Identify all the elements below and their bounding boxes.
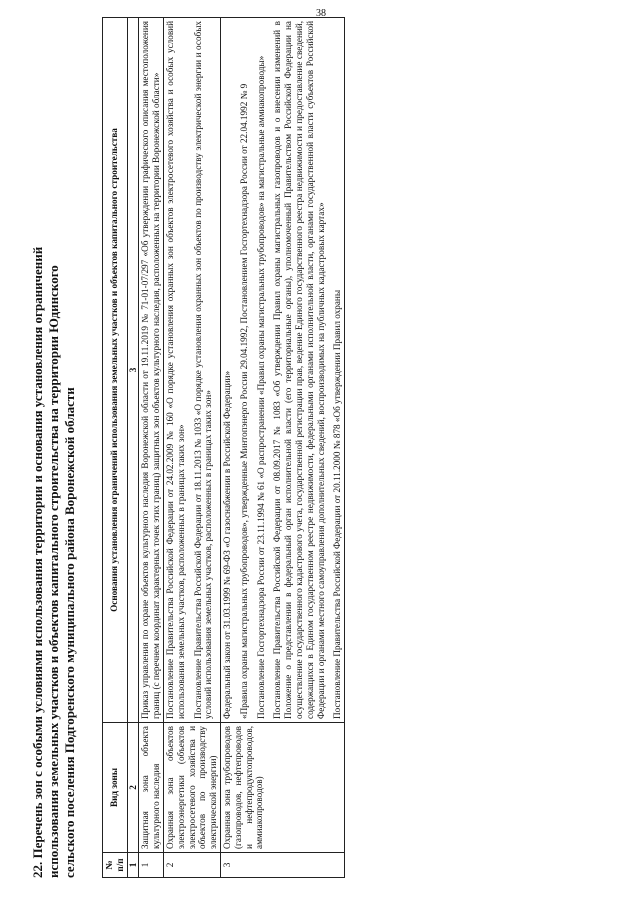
basis-text: Постановление Правительства Российской Федерации от 20.11.2000 № 878 «Об утверждении Правил охраны <box>332 289 343 719</box>
document-title <box>30 18 78 878</box>
header-number: № п/п <box>103 853 128 878</box>
table-header-row <box>103 18 128 878</box>
basis-text: Постановление Правительства Российской Федерации от 18.11.2013 № 1033 «О порядке установления охранных зон объектов по производству электрической энергии и особых условий использования земельных участков, расположенных в границах таких зон» <box>192 21 214 719</box>
row-number: 2 <box>163 853 220 878</box>
title-line: сельского поселения Подгоренского муниципального района Воронежской области <box>62 387 77 878</box>
title-line: использования земельных участков и объектов капитального строительства на территории Юдинского <box>46 265 61 878</box>
bases-cell <box>163 18 220 723</box>
column-number: 3 <box>127 18 139 723</box>
column-number: 2 <box>127 723 139 853</box>
basis-text: Приказ управления по охране объектов культурного наследия Воронежской области от 19.11.2019 № 71-01-07/297 «Об утверждении графического описания местоположения границ (с перечнем координат характерных точек этих границ) защитных зон объектов культурного наследия, расположенных на территории Воронежской области» <box>140 21 162 719</box>
table-row <box>163 18 220 878</box>
rotated-landscape-sheet <box>30 18 590 878</box>
column-number-row <box>127 18 139 878</box>
table-row <box>220 18 344 878</box>
header-bases: Основания установления ограничений использования земельных участков и объектов капитального строительства <box>103 18 128 723</box>
row-number: 3 <box>220 853 344 878</box>
basis-text: Постановление Госгортехнадзора России от 23.11.1994 № 61 «О распространении «Правил охраны магистральных трубопроводов» на магистральные аммиакопроводы» <box>255 55 266 719</box>
column-number: 1 <box>127 853 139 878</box>
basis-text: Постановление Правительства Российской Федерации от 24.02.2009 № 160 «О порядке установления охранных зон объектов электросетевого хозяйства и особых условий использования земельных участков, расположенных в границах таких зон» <box>164 21 186 719</box>
bases-cell <box>220 18 344 723</box>
title-line: 22. Перечень зон с особыми условиями использования территории и основания установления ограничений <box>30 246 45 878</box>
header-zone-type: Вид зоны <box>103 723 128 853</box>
basis-text: «Правила охраны магистральных трубопроводов», утвержденные Минтопэнерго России 29.04.1992, Постановлением Госгортехнадзора России от 22.04.1992 № 9 <box>238 83 249 719</box>
table-row <box>139 18 164 878</box>
zone-type: Охранная зона объектов электроэнергетики (объектов электросетевого хозяйства и объектов по производству электрической энергии) <box>163 723 220 853</box>
row-number: 1 <box>139 853 164 878</box>
bases-cell <box>139 18 164 723</box>
zone-type: Защитная зона объекта культурного наследия <box>139 723 164 853</box>
basis-text: Федеральный закон от 31.03.1999 № 69-ФЗ «О газоснабжении в Российской Федерации» <box>221 370 232 719</box>
zone-type: Охранная зона трубопроводов (газопроводов, нефтепроводов и нефтепродуктопроводов, аммиакопроводов) <box>220 723 344 853</box>
page-number: 38 <box>316 8 326 19</box>
basis-text: Постановление Правительства Российской Федерации от 08.09.2017 № 1083 «Об утверждении Правил охраны магистральных газопроводов и о внесении изменений в Положение о представлении в федеральный орган исполнительной власти (его территориальные органы), уполномоченный Правительством Российской Федерации на осуществление государственного кадастрового учета, государственной регистрации прав, ведение Единого государственного реестра недвижимости и предоставление сведений, содержащихся в Едином государственном реестре недвижимости, федеральными органами исполнительной власти, органами государственной власти субъектов Российской Федерации и органами местного самоуправления дополнительных сведений, воспроизводимых на публичных кадастровых картах» <box>272 21 326 719</box>
zones-table <box>102 17 345 878</box>
